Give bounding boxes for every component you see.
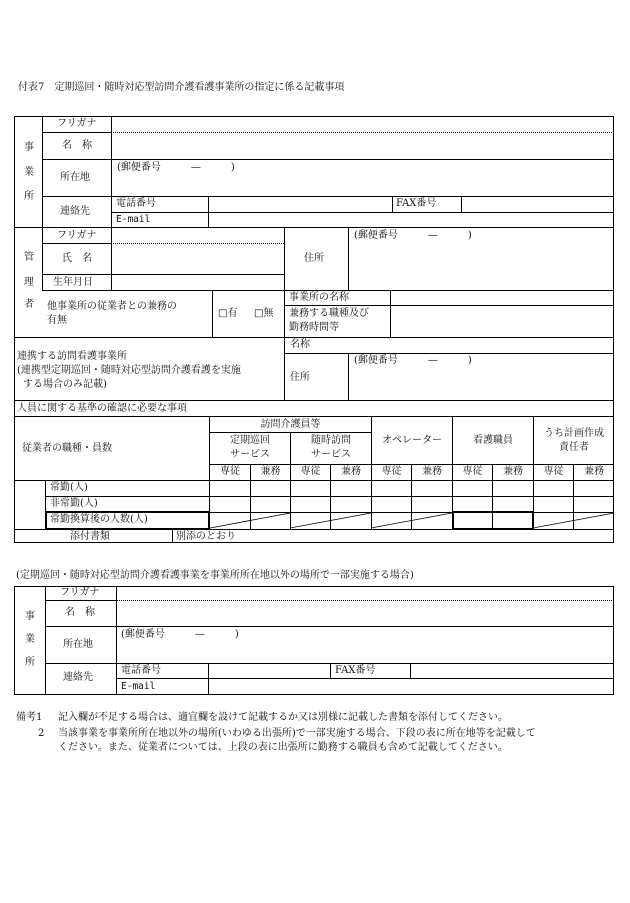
partner-label-1: 連携する訪問看護事業所 bbox=[17, 351, 127, 362]
branch-email-label: E-mail bbox=[121, 681, 156, 692]
office-email-label: E-mail bbox=[116, 214, 151, 225]
operator-fulltime-header: 専従 bbox=[381, 466, 402, 477]
partner-label-3: する場合のみ記載) bbox=[23, 379, 107, 390]
office-name-label: 名 称 bbox=[62, 140, 92, 151]
on-demand-concurrent-header: 兼務 bbox=[341, 466, 361, 477]
office-address-label: 所在地 bbox=[60, 172, 90, 183]
partner-address-label: 住所 bbox=[290, 372, 310, 383]
office-contact-label: 連絡先 bbox=[60, 206, 90, 217]
careplan-fulltime-header: 専従 bbox=[543, 466, 564, 477]
note-1: 記入欄が不足する場合は、適宜欄を設けて記載するか又は別様に記載した書類を添付してください。 bbox=[58, 712, 508, 723]
careplan-concurrent-header: 兼務 bbox=[584, 466, 604, 477]
attachments-label: 添付書類 bbox=[70, 531, 110, 542]
note-2-number: 2 bbox=[38, 728, 45, 739]
branch-postal-code: (郵便番号 — ) bbox=[121, 629, 239, 640]
office-phone-label: 電話番号 bbox=[116, 198, 156, 209]
page-title: 付表7 定期巡回・随時対応型訪問介護看護事業所の指定に係る記載事項 bbox=[18, 82, 345, 93]
branch-fax-field[interactable] bbox=[412, 664, 612, 677]
staff-section-title: 人員に関する基準の確認に必要な事項 bbox=[17, 403, 187, 414]
branch-name-label: 名 称 bbox=[65, 607, 95, 618]
fte-row-label: 常勤換算後の人数(人) bbox=[50, 514, 148, 525]
manager-address-label: 住所 bbox=[304, 253, 324, 264]
branch-fax-label: FAX番号 bbox=[335, 665, 376, 676]
manager-side-label-1: 管 bbox=[24, 252, 34, 263]
branch-address-label: 所在地 bbox=[63, 639, 93, 650]
note-2-line-1: 当該事業を事業所所在地以外の場所(いわゆる出張所)で一部実施する場合、下段の表に所在地等を記載して bbox=[58, 728, 536, 739]
manager-postal-code: (郵便番号 — ) bbox=[354, 230, 472, 241]
office-postal-code: (郵便番号 — ) bbox=[117, 162, 235, 173]
duty-label-2: 勤務時間等 bbox=[289, 322, 339, 333]
attachments-value: 別添のとおり bbox=[176, 531, 236, 542]
branch-heading: (定期巡回・随時対応型訪問介護看護事業を事業所所在地以外の場所で一部実施する場合) bbox=[16, 570, 414, 581]
staff-row-header: 従業者の職種・員数 bbox=[22, 443, 112, 454]
periodic-concurrent-header: 兼務 bbox=[260, 466, 281, 477]
partner-label-2: (連携型定期巡回・随時対応型訪問介護看護を実施 bbox=[17, 365, 241, 376]
branch-email-field[interactable] bbox=[210, 680, 612, 693]
office-fax-label: FAX番号 bbox=[396, 198, 437, 209]
on-demand-header-2: サービス bbox=[311, 449, 351, 460]
branch-phone-label: 電話番号 bbox=[121, 665, 161, 676]
care-plan-header-1: うち計画作成 bbox=[544, 428, 604, 439]
manager-side-label-2: 理 bbox=[24, 277, 34, 288]
branch-name-field[interactable] bbox=[118, 602, 612, 625]
care-plan-header-2: 責任者 bbox=[559, 442, 589, 453]
on-demand-header-1: 随時訪問 bbox=[311, 435, 351, 446]
office-side-label-1: 事 bbox=[24, 142, 34, 153]
manager-concurrent-question-2: 有無 bbox=[47, 315, 67, 326]
branch-furigana-label: フリガナ bbox=[60, 587, 100, 598]
note-2-line-2: ください。また、従業者については、上段の表に出張所に勤務する職員も含めて記載してください。 bbox=[58, 742, 508, 753]
periodic-fulltime-header: 専従 bbox=[220, 466, 240, 477]
manager-birthdate-label: 生年月日 bbox=[53, 277, 93, 288]
visiting-care-group-header: 訪問介護員等 bbox=[260, 419, 321, 430]
operator-header: オペレーター bbox=[382, 435, 442, 446]
partner-postal-code: (郵便番号 — ) bbox=[354, 355, 472, 366]
branch-phone-field[interactable] bbox=[210, 664, 329, 677]
office-furigana-label: フリガナ bbox=[57, 118, 97, 129]
branch-contact-label: 連絡先 bbox=[63, 672, 93, 683]
notes-label: 備考1 bbox=[16, 712, 43, 723]
duty-label-1: 兼務する職種及び bbox=[289, 308, 369, 319]
manager-concurrent-question-1: 他事業所の従業者との兼務の bbox=[47, 301, 177, 312]
on-demand-fulltime-header: 専従 bbox=[300, 466, 321, 477]
parttime-row-label: 非常勤(人) bbox=[50, 498, 98, 509]
manager-furigana-label: フリガナ bbox=[57, 230, 97, 241]
concurrent-yes-checkbox[interactable]: □有 bbox=[218, 308, 238, 319]
partner-name-label: 名称 bbox=[290, 339, 310, 350]
nurse-fulltime-header: 専従 bbox=[462, 466, 483, 477]
periodic-header-2: サービス bbox=[230, 449, 270, 460]
branch-side-label-3: 所 bbox=[25, 657, 35, 668]
branch-address-field[interactable] bbox=[118, 642, 612, 662]
nurse-header: 看護職員 bbox=[473, 435, 513, 446]
periodic-header-1: 定期巡回 bbox=[230, 435, 270, 446]
branch-side-label-2: 業 bbox=[25, 634, 35, 645]
office-side-label-3: 所 bbox=[24, 191, 34, 202]
office-side-label-2: 業 bbox=[24, 167, 34, 178]
fulltime-row-label: 常勤(人) bbox=[50, 482, 88, 493]
branch-side-label-1: 事 bbox=[25, 611, 35, 622]
concurrent-no-checkbox[interactable]: □無 bbox=[254, 308, 274, 319]
other-office-name-label: 事業所の名称 bbox=[289, 292, 349, 303]
manager-side-label-3: 者 bbox=[24, 299, 34, 310]
manager-name-label: 氏 名 bbox=[62, 253, 92, 264]
operator-concurrent-header: 兼務 bbox=[422, 466, 442, 477]
nurse-concurrent-header: 兼務 bbox=[503, 466, 523, 477]
